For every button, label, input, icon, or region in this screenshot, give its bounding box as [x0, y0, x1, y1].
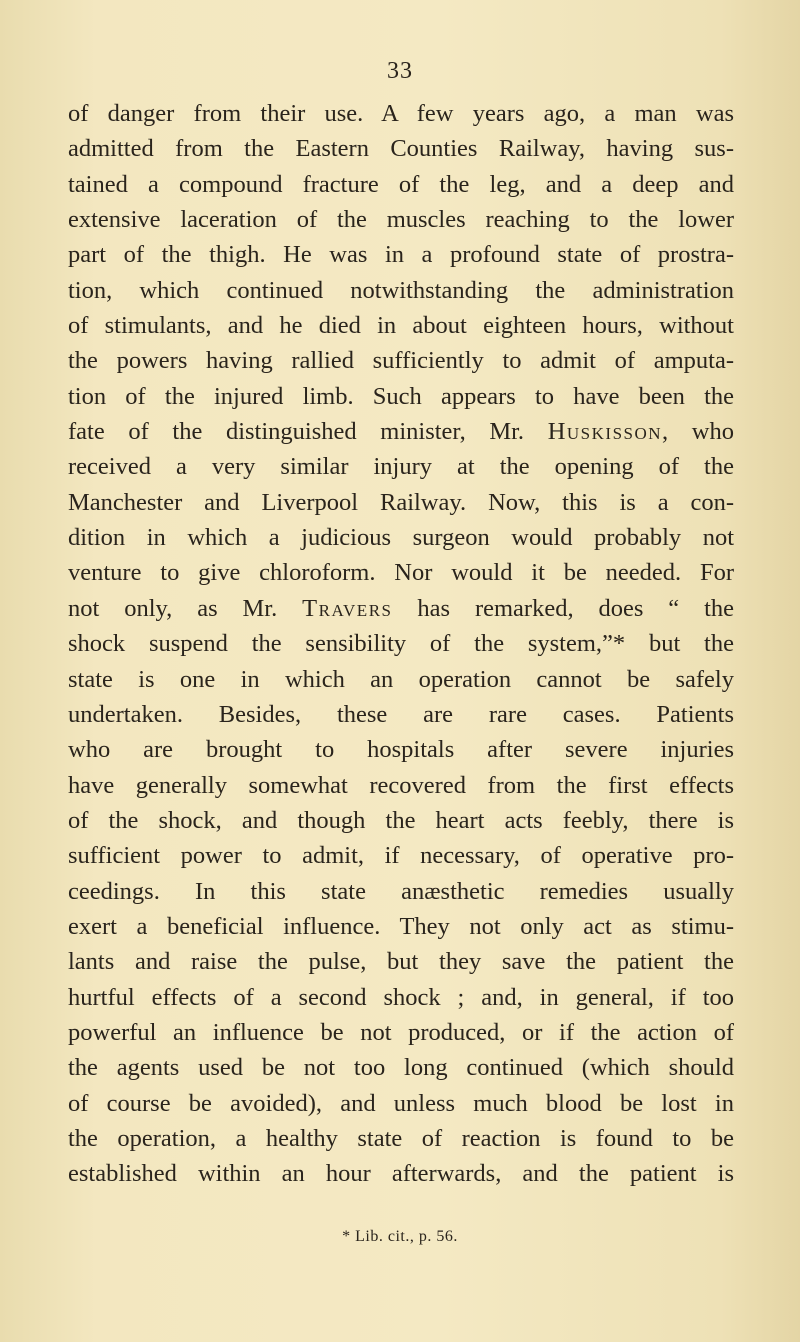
page-number: 33	[387, 58, 413, 84]
text-line: shock suspend the sensibility of the system,”* but the	[68, 630, 734, 658]
text-line: the agents used be not too long continued (which should	[68, 1054, 734, 1082]
person-name-travers: Travers	[302, 594, 393, 622]
text-line: dition in which a judicious surgeon would probably not	[68, 524, 734, 552]
text-line: sufficient power to admit, if necessary, of operative pro-	[68, 842, 734, 870]
text-run: , who	[662, 418, 734, 446]
text-line: received a very similar injury at the opening of the	[68, 453, 734, 481]
text-run: not only, as Mr.	[68, 594, 303, 622]
text-line: of the shock, and though the heart acts feebly, there is	[68, 806, 734, 834]
text-line: state is one in which an operation cannot be safely	[68, 665, 734, 693]
text-line: venture to give chloroform. Nor would it be needed. For	[68, 559, 734, 587]
text-line: tion, which continued notwithstanding the administration	[68, 276, 734, 304]
text-run: has remarked, does “ the	[392, 594, 734, 622]
text-line: of course be avoided), and unless much blood be lost in	[68, 1089, 734, 1117]
text-line: part of the thigh. He was in a profound state of prostra-	[68, 241, 734, 269]
person-name-huskisson: Huskisson	[547, 418, 663, 446]
text-line: admitted from the Eastern Counties Railway, having sus-	[68, 135, 734, 163]
text-line: hurtful effects of a second shock ; and, in general, if too	[68, 983, 734, 1011]
text-line: have generally somewhat recovered from the first effects	[68, 771, 734, 799]
text-run: fate of the distinguished minister, Mr.	[68, 418, 548, 446]
text-line: of stimulants, and he died in about eighteen hours, without	[68, 312, 734, 340]
text-line: Manchester and Liverpool Railway. Now, this is a con-	[68, 488, 734, 516]
text-line: who are brought to hospitals after severe injuries	[68, 736, 734, 764]
text-line: exert a beneficial influence. They not only act as stimu-	[68, 912, 734, 940]
text-line: undertaken. Besides, these are rare cases. Patients	[68, 700, 734, 728]
text-line	[68, 414, 734, 449]
text-line: extensive laceration of the muscles reaching to the lower	[68, 206, 734, 234]
text-line: established within an hour afterwards, and the patient is	[68, 1160, 734, 1188]
text-line: powerful an influence be not produced, or if the action of	[68, 1018, 734, 1046]
body-text	[68, 96, 734, 1192]
text-line: lants and raise the pulse, but they save the patient the	[68, 948, 734, 976]
text-line	[68, 591, 734, 626]
text-line: the operation, a healthy state of reaction is found to be	[68, 1124, 734, 1152]
footnote: * Lib. cit., p. 56.	[342, 1228, 458, 1245]
text-line: of danger from their use. A few years ago, a man was	[68, 100, 734, 127]
text-line: tained a compound fracture of the leg, and a deep and	[68, 170, 734, 198]
text-line: tion of the injured limb. Such appears to have been the	[68, 382, 734, 410]
text-line: ceedings. In this state anæsthetic remedies usually	[68, 877, 734, 905]
text-line: the powers having rallied sufficiently to admit of amputa-	[68, 347, 734, 375]
